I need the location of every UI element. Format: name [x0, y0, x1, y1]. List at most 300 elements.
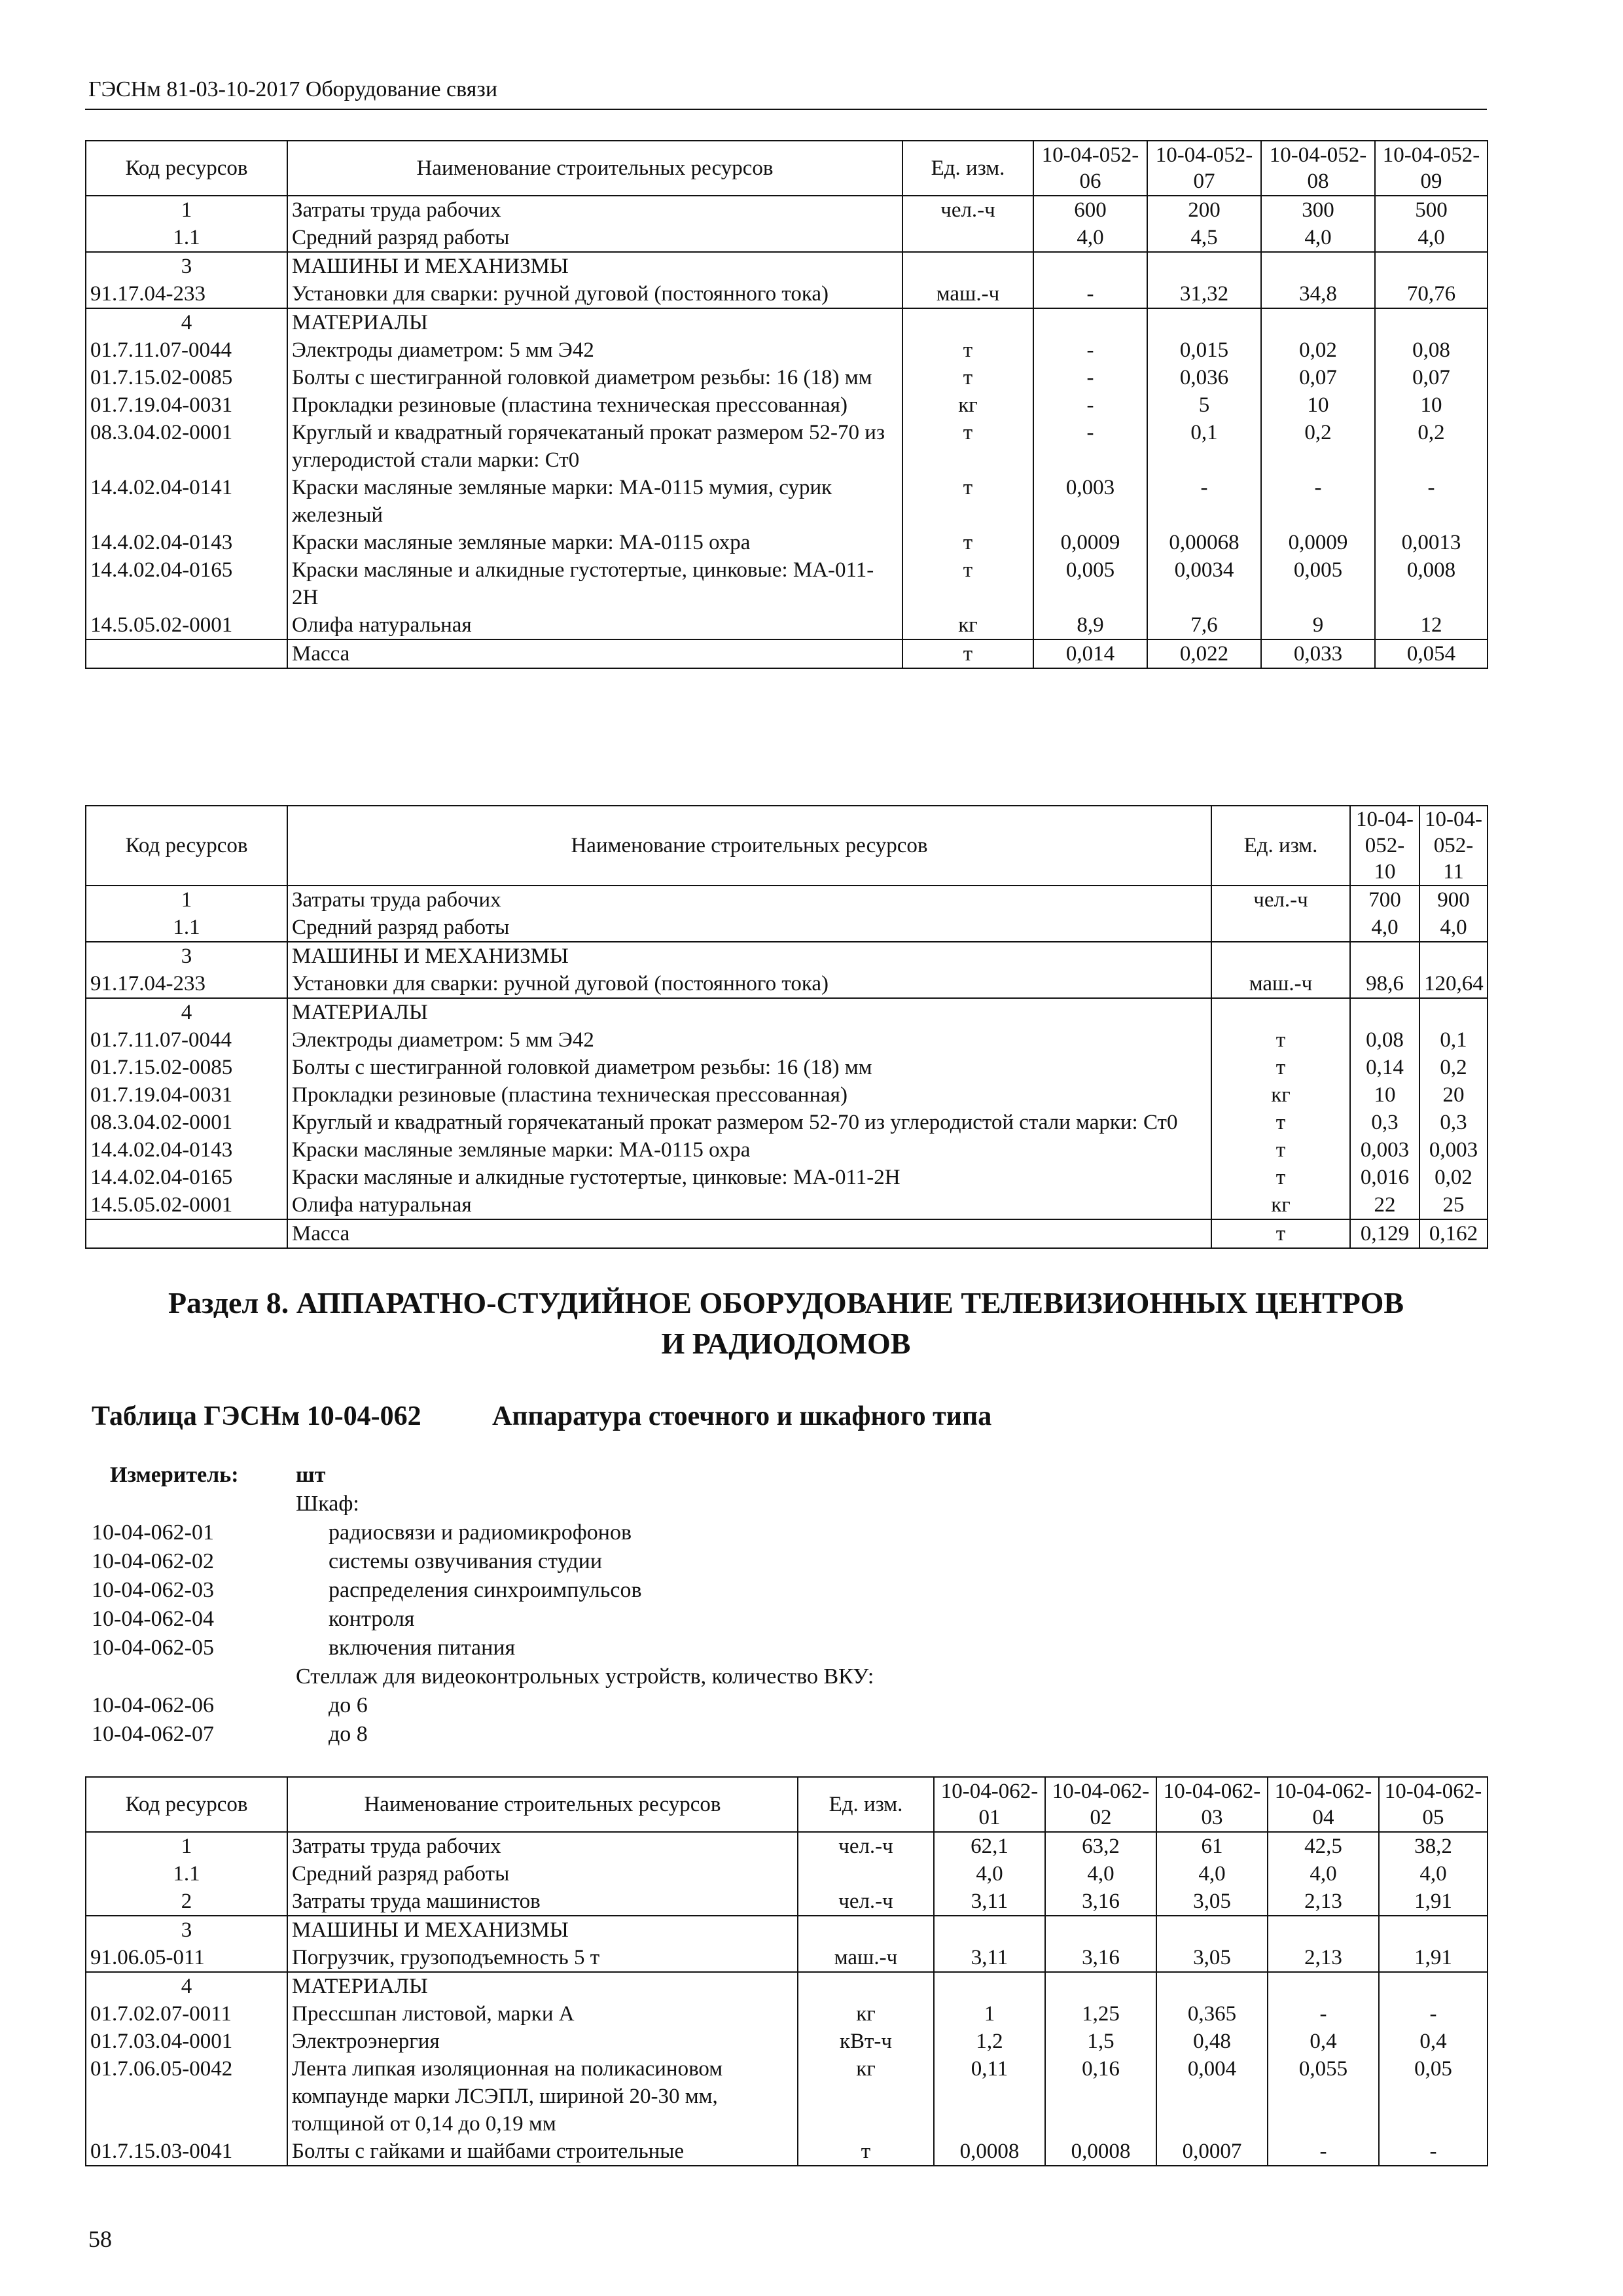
resource-code: 01.7.11.07-0044 — [86, 1026, 287, 1054]
meter-unit: шт — [296, 1463, 326, 1487]
resource-name: Средний разряд работы — [287, 1860, 798, 1888]
table-row — [86, 308, 1488, 336]
value-cell: 0,14 — [1350, 1054, 1419, 1081]
value-cell: 4,0 — [1379, 1860, 1488, 1888]
value-cell: 98,6 — [1350, 970, 1419, 998]
table-row — [86, 1888, 1488, 1916]
table-row — [86, 419, 1488, 474]
value-cell: 1,91 — [1379, 1888, 1488, 1916]
resource-name: Круглый и квадратный горячекатаный прокат размером 52-70 из углеродистой стали марки: Ст0 — [287, 419, 902, 474]
norm-code: 10-04-062-01 — [92, 1520, 214, 1545]
table-row — [86, 196, 1488, 224]
value-cell: 4,0 — [934, 1860, 1045, 1888]
resource-code: 14.4.02.04-0141 — [86, 474, 287, 529]
value-cell: 0,0009 — [1261, 529, 1375, 556]
table-number: Таблица ГЭСНм 10-04-062 — [92, 1401, 421, 1431]
table-row — [86, 639, 1488, 668]
value-cell: 22 — [1350, 1191, 1419, 1219]
value-cell: 34,8 — [1261, 280, 1375, 308]
table-row — [86, 1191, 1488, 1219]
value-cell: 3,05 — [1156, 1888, 1268, 1916]
value-cell: 10 — [1375, 391, 1488, 419]
unit-cell: т — [1211, 1219, 1350, 1248]
resource-code: 08.3.04.02-0001 — [86, 419, 287, 474]
resource-name: Установки для сварки: ручной дуговой (постоянного тока) — [287, 970, 1211, 998]
unit-cell: т — [902, 336, 1033, 364]
norm-description: до 8 — [329, 1722, 368, 1746]
value-cell: 0,16 — [1045, 2055, 1156, 2138]
value-cell: 0,129 — [1350, 1219, 1419, 1248]
unit-cell: кВт-ч — [798, 2028, 934, 2055]
table-row — [86, 2028, 1488, 2055]
column-header: 10-04-062-03 — [1156, 1777, 1268, 1832]
header-divider — [85, 109, 1487, 110]
value-cell: 900 — [1419, 886, 1488, 914]
value-cell: 4,0 — [1045, 1860, 1156, 1888]
resource-code: 3 — [86, 1916, 287, 1944]
value-cell: 0,015 — [1147, 336, 1261, 364]
table-row — [86, 886, 1488, 914]
value-cell: 0,48 — [1156, 2028, 1268, 2055]
section-title — [85, 1283, 1487, 1364]
column-header: Код ресурсов — [86, 806, 287, 886]
value-cell: 0,005 — [1261, 556, 1375, 611]
value-cell — [1379, 1916, 1488, 1944]
resource-code: 14.5.05.02-0001 — [86, 1191, 287, 1219]
unit-cell: т — [1211, 1136, 1350, 1164]
column-header: 10-04-052-07 — [1147, 141, 1261, 196]
resource-name: Средний разряд работы — [287, 914, 1211, 942]
table-row — [86, 280, 1488, 308]
norm-description: радиосвязи и радиомикрофонов — [329, 1520, 632, 1545]
value-cell: 7,6 — [1147, 611, 1261, 639]
resource-name: Электроды диаметром: 5 мм Э42 — [287, 336, 902, 364]
resource-table-052-06-09 — [85, 140, 1488, 669]
value-cell: 0,003 — [1350, 1136, 1419, 1164]
unit-cell: кг — [902, 611, 1033, 639]
table-row — [86, 1026, 1488, 1054]
unit-cell: кг — [902, 391, 1033, 419]
value-cell: - — [1379, 2000, 1488, 2028]
running-header: ГЭСНм 81-03-10-2017 Оборудование связи — [88, 77, 498, 101]
resource-name: Прокладки резиновые (пластина техническая прессованная) — [287, 391, 902, 419]
resource-code: 4 — [86, 998, 287, 1026]
value-cell: 0,0007 — [1156, 2138, 1268, 2166]
unit-cell: кг — [1211, 1081, 1350, 1109]
resource-name: Лента липкая изоляционная на поликасиновом компаунде марки ЛСЭПЛ, шириной 20-30 мм, толщиной от 0,14 до 0,19 мм — [287, 2055, 798, 2138]
value-cell: 300 — [1261, 196, 1375, 224]
table-row — [86, 1054, 1488, 1081]
column-header: Ед. изм. — [1211, 806, 1350, 886]
resource-name: Погрузчик, грузоподъемность 5 т — [287, 1944, 798, 1972]
resource-name: Болты с шестигранной головкой диаметром резьбы: 16 (18) мм — [287, 1054, 1211, 1081]
table-row — [86, 474, 1488, 529]
value-cell: 0,0008 — [934, 2138, 1045, 2166]
meter-label: Измеритель: — [110, 1463, 239, 1487]
norm-code: 10-04-062-04 — [92, 1607, 214, 1631]
value-cell: 3,11 — [934, 1944, 1045, 1972]
value-cell: - — [1268, 2000, 1379, 2028]
value-cell: 4,0 — [1350, 914, 1419, 942]
value-cell: 0,05 — [1379, 2055, 1488, 2138]
value-cell: 4,0 — [1261, 224, 1375, 252]
resource-name: Прессшпан листовой, марки А — [287, 2000, 798, 2028]
resource-name: МАШИНЫ И МЕХАНИЗМЫ — [287, 942, 1211, 970]
value-cell: 0,0034 — [1147, 556, 1261, 611]
value-cell: 3,16 — [1045, 1944, 1156, 1972]
table-row — [86, 1972, 1488, 2000]
value-cell: 1,2 — [934, 2028, 1045, 2055]
value-cell: 0,07 — [1375, 364, 1488, 391]
value-cell: 0,3 — [1350, 1109, 1419, 1136]
unit-cell — [798, 1860, 934, 1888]
value-cell: 700 — [1350, 886, 1419, 914]
value-cell — [1045, 1916, 1156, 1944]
value-cell: - — [1033, 364, 1147, 391]
value-cell: 3,05 — [1156, 1944, 1268, 1972]
resource-name: МАШИНЫ И МЕХАНИЗМЫ — [287, 1916, 798, 1944]
value-cell: 4,0 — [1375, 224, 1488, 252]
resource-table-062 — [85, 1776, 1488, 2166]
value-cell: 0,4 — [1268, 2028, 1379, 2055]
unit-cell — [798, 1972, 934, 2000]
table-row — [86, 611, 1488, 639]
resource-code: 01.7.19.04-0031 — [86, 391, 287, 419]
resource-code: 01.7.15.02-0085 — [86, 364, 287, 391]
table-row — [86, 336, 1488, 364]
unit-cell: кг — [1211, 1191, 1350, 1219]
column-header: Ед. изм. — [902, 141, 1033, 196]
table-row — [86, 1136, 1488, 1164]
value-cell: 0,3 — [1419, 1109, 1488, 1136]
table-row — [86, 970, 1488, 998]
resource-name: Затраты труда рабочих — [287, 886, 1211, 914]
resource-code: 1 — [86, 1832, 287, 1860]
value-cell: 12 — [1375, 611, 1488, 639]
table-row — [86, 942, 1488, 970]
resource-name: Круглый и квадратный горячекатаный прокат размером 52-70 из углеродистой стали марки: Ст0 — [287, 1109, 1211, 1136]
resource-code: 4 — [86, 308, 287, 336]
resource-table-052-10-11 — [85, 805, 1488, 1249]
table-row — [86, 1109, 1488, 1136]
unit-cell: т — [902, 419, 1033, 474]
value-cell: 600 — [1033, 196, 1147, 224]
value-cell — [1033, 252, 1147, 280]
value-cell: 0,016 — [1350, 1164, 1419, 1191]
column-header: Код ресурсов — [86, 1777, 287, 1832]
unit-cell: т — [902, 529, 1033, 556]
resource-code: 2 — [86, 1888, 287, 1916]
norm-code: 10-04-062-05 — [92, 1636, 214, 1660]
resource-code: 1 — [86, 196, 287, 224]
table-row — [86, 364, 1488, 391]
value-cell: 120,64 — [1419, 970, 1488, 998]
column-header: 10-04-052-09 — [1375, 141, 1488, 196]
column-header: 10-04-052-08 — [1261, 141, 1375, 196]
resource-code: 01.7.11.07-0044 — [86, 336, 287, 364]
value-cell: 5 — [1147, 391, 1261, 419]
table-title: Аппаратура стоечного и шкафного типа — [492, 1401, 992, 1431]
value-cell: 20 — [1419, 1081, 1488, 1109]
value-cell — [1147, 308, 1261, 336]
value-cell: 4,0 — [1419, 914, 1488, 942]
resource-name: МАТЕРИАЛЫ — [287, 1972, 798, 2000]
value-cell: 0,004 — [1156, 2055, 1268, 2138]
unit-cell: маш.-ч — [1211, 970, 1350, 998]
norm-code: 10-04-062-07 — [92, 1722, 214, 1746]
value-cell: 42,5 — [1268, 1832, 1379, 1860]
value-cell: 10 — [1350, 1081, 1419, 1109]
resource-name: Краски масляные и алкидные густотертые, цинковые: МА-011-2Н — [287, 1164, 1211, 1191]
section-title-line: Раздел 8. АППАРАТНО-СТУДИЙНОЕ ОБОРУДОВАНИЕ ТЕЛЕВИЗИОННЫХ ЦЕНТРОВ — [168, 1286, 1404, 1319]
value-cell: 2,13 — [1268, 1944, 1379, 1972]
value-cell: 0,003 — [1033, 474, 1147, 529]
value-cell: - — [1379, 2138, 1488, 2166]
resource-name: Затраты труда рабочих — [287, 196, 902, 224]
unit-cell — [798, 1916, 934, 1944]
column-header: Код ресурсов — [86, 141, 287, 196]
table-row — [86, 1219, 1488, 1248]
resource-name: Средний разряд работы — [287, 224, 902, 252]
value-cell — [1350, 998, 1419, 1026]
page-number: 58 — [88, 2226, 112, 2252]
resource-name: Электроэнергия — [287, 2028, 798, 2055]
resource-code: 14.4.02.04-0143 — [86, 1136, 287, 1164]
table-row — [86, 1832, 1488, 1860]
unit-cell — [1211, 942, 1350, 970]
value-cell: 0,0008 — [1045, 2138, 1156, 2166]
table-caption — [92, 1401, 992, 1432]
value-cell — [1156, 1972, 1268, 2000]
value-cell: 0,08 — [1350, 1026, 1419, 1054]
value-cell: 0,036 — [1147, 364, 1261, 391]
value-cell: 0,365 — [1156, 2000, 1268, 2028]
unit-cell: т — [902, 556, 1033, 611]
value-cell: 0,0009 — [1033, 529, 1147, 556]
value-cell: 0,005 — [1033, 556, 1147, 611]
column-header: 10-04-052-06 — [1033, 141, 1147, 196]
column-header: 10-04-062-02 — [1045, 1777, 1156, 1832]
unit-cell — [902, 308, 1033, 336]
value-cell: 31,32 — [1147, 280, 1261, 308]
value-cell: 1 — [934, 2000, 1045, 2028]
value-cell: 0,08 — [1375, 336, 1488, 364]
norm-description: распределения синхроимпульсов — [329, 1578, 642, 1602]
value-cell: 10 — [1261, 391, 1375, 419]
value-cell: 3,16 — [1045, 1888, 1156, 1916]
unit-cell — [902, 252, 1033, 280]
resource-code: 01.7.03.04-0001 — [86, 2028, 287, 2055]
table-row — [86, 529, 1488, 556]
value-cell: 0,00068 — [1147, 529, 1261, 556]
column-header: 10-04-052-10 — [1350, 806, 1419, 886]
value-cell: 0,162 — [1419, 1219, 1488, 1248]
norm-description: до 6 — [329, 1693, 368, 1717]
norm-code: 10-04-062-06 — [92, 1693, 214, 1717]
value-cell: 9 — [1261, 611, 1375, 639]
column-header: Наименование строительных ресурсов — [287, 1777, 798, 1832]
table-row — [86, 1860, 1488, 1888]
resource-name: МАТЕРИАЛЫ — [287, 998, 1211, 1026]
unit-cell — [902, 224, 1033, 252]
column-header: 10-04-052-11 — [1419, 806, 1488, 886]
value-cell — [1419, 998, 1488, 1026]
value-cell: 0,2 — [1419, 1054, 1488, 1081]
value-cell: - — [1033, 280, 1147, 308]
resource-code — [86, 1219, 287, 1248]
unit-cell: маш.-ч — [902, 280, 1033, 308]
value-cell: 1,25 — [1045, 2000, 1156, 2028]
resource-code: 3 — [86, 942, 287, 970]
value-cell: 500 — [1375, 196, 1488, 224]
section-title-line: И РАДИОДОМОВ — [661, 1327, 911, 1360]
norm-description: системы озвучивания студии — [329, 1549, 603, 1573]
unit-cell: т — [902, 639, 1033, 668]
resource-code: 1.1 — [86, 1860, 287, 1888]
value-cell: - — [1268, 2138, 1379, 2166]
value-cell: 62,1 — [934, 1832, 1045, 1860]
value-cell: 1,5 — [1045, 2028, 1156, 2055]
value-cell: - — [1033, 391, 1147, 419]
resource-code: 08.3.04.02-0001 — [86, 1109, 287, 1136]
resource-code: 14.5.05.02-0001 — [86, 611, 287, 639]
unit-cell: т — [798, 2138, 934, 2166]
resource-name: Затраты труда рабочих — [287, 1832, 798, 1860]
column-header: Ед. изм. — [798, 1777, 934, 1832]
value-cell: 200 — [1147, 196, 1261, 224]
table-row — [86, 1164, 1488, 1191]
resource-name: Краски масляные земляные марки: МА-0115 мумия, сурик железный — [287, 474, 902, 529]
value-cell: - — [1033, 419, 1147, 474]
value-cell: 63,2 — [1045, 1832, 1156, 1860]
table-row — [86, 914, 1488, 942]
resource-code: 3 — [86, 252, 287, 280]
value-cell: 4,0 — [1033, 224, 1147, 252]
unit-cell: чел.-ч — [798, 1888, 934, 1916]
norm-description: контроля — [329, 1607, 415, 1631]
table-row — [86, 1916, 1488, 1944]
resource-code: 01.7.15.02-0085 — [86, 1054, 287, 1081]
value-cell: 0,11 — [934, 2055, 1045, 2138]
value-cell: 0,054 — [1375, 639, 1488, 668]
table-row — [86, 391, 1488, 419]
value-cell: 38,2 — [1379, 1832, 1488, 1860]
resource-code: 01.7.19.04-0031 — [86, 1081, 287, 1109]
unit-cell: т — [1211, 1164, 1350, 1191]
resource-code: 1 — [86, 886, 287, 914]
value-cell: 4,0 — [1156, 1860, 1268, 1888]
resource-name: Олифа натуральная — [287, 611, 902, 639]
resource-code: 91.17.04-233 — [86, 970, 287, 998]
value-cell: - — [1147, 474, 1261, 529]
meter-group-label: Шкаф: — [296, 1492, 359, 1516]
value-cell — [1375, 252, 1488, 280]
value-cell: 0,2 — [1261, 419, 1375, 474]
value-cell: 0,07 — [1261, 364, 1375, 391]
resource-code — [86, 639, 287, 668]
resource-name: Олифа натуральная — [287, 1191, 1211, 1219]
resource-name: Болты с шестигранной головкой диаметром резьбы: 16 (18) мм — [287, 364, 902, 391]
value-cell: 0,055 — [1268, 2055, 1379, 2138]
resource-code: 1.1 — [86, 224, 287, 252]
value-cell — [1147, 252, 1261, 280]
value-cell — [934, 1916, 1045, 1944]
table-row — [86, 2000, 1488, 2028]
value-cell: 0,02 — [1261, 336, 1375, 364]
resource-name: МАШИНЫ И МЕХАНИЗМЫ — [287, 252, 902, 280]
unit-cell — [1211, 914, 1350, 942]
resource-code: 4 — [86, 1972, 287, 2000]
value-cell: - — [1375, 474, 1488, 529]
value-cell: 70,76 — [1375, 280, 1488, 308]
table-row — [86, 2055, 1488, 2138]
value-cell: 0,008 — [1375, 556, 1488, 611]
column-header: Наименование строительных ресурсов — [287, 806, 1211, 886]
resource-code: 1.1 — [86, 914, 287, 942]
resource-name: Масса — [287, 639, 902, 668]
resource-name: Прокладки резиновые (пластина техническая прессованная) — [287, 1081, 1211, 1109]
value-cell — [1419, 942, 1488, 970]
value-cell — [1156, 1916, 1268, 1944]
unit-cell: кг — [798, 2000, 934, 2028]
unit-cell: чел.-ч — [1211, 886, 1350, 914]
resource-name: Краски масляные земляные марки: МА-0115 охра — [287, 1136, 1211, 1164]
table-row — [86, 2138, 1488, 2166]
value-cell: 61 — [1156, 1832, 1268, 1860]
unit-cell: т — [902, 364, 1033, 391]
norm-code: 10-04-062-02 — [92, 1549, 214, 1573]
value-cell: 0,1 — [1147, 419, 1261, 474]
value-cell: 0,02 — [1419, 1164, 1488, 1191]
unit-cell: т — [1211, 1054, 1350, 1081]
table-row — [86, 1944, 1488, 1972]
norm-description: включения питания — [329, 1636, 516, 1660]
resource-name: Краски масляные земляные марки: МА-0115 охра — [287, 529, 902, 556]
resource-code: 14.4.02.04-0143 — [86, 529, 287, 556]
value-cell: 25 — [1419, 1191, 1488, 1219]
resource-code: 14.4.02.04-0165 — [86, 556, 287, 611]
resource-name: Краски масляные и алкидные густотертые, цинковые: МА-011-2Н — [287, 556, 902, 611]
resource-name: Электроды диаметром: 5 мм Э42 — [287, 1026, 1211, 1054]
value-cell: 3,11 — [934, 1888, 1045, 1916]
resource-name: Установки для сварки: ручной дуговой (постоянного тока) — [287, 280, 902, 308]
resource-name: Болты с гайками и шайбами строительные — [287, 2138, 798, 2166]
resource-code: 01.7.06.05-0042 — [86, 2055, 287, 2138]
resource-code: 91.17.04-233 — [86, 280, 287, 308]
value-cell — [1268, 1916, 1379, 1944]
resource-code: 01.7.02.07-0011 — [86, 2000, 287, 2028]
value-cell — [934, 1972, 1045, 2000]
column-header: 10-04-062-05 — [1379, 1777, 1488, 1832]
value-cell: 1,91 — [1379, 1944, 1488, 1972]
resource-code: 14.4.02.04-0165 — [86, 1164, 287, 1191]
column-header: Наименование строительных ресурсов — [287, 141, 902, 196]
value-cell — [1350, 942, 1419, 970]
value-cell: 0,033 — [1261, 639, 1375, 668]
value-cell — [1261, 308, 1375, 336]
table-row — [86, 1081, 1488, 1109]
value-cell — [1045, 1972, 1156, 2000]
norm-code: 10-04-062-03 — [92, 1578, 214, 1602]
unit-cell: кг — [798, 2055, 934, 2138]
resource-code: 01.7.15.03-0041 — [86, 2138, 287, 2166]
unit-cell: т — [1211, 1109, 1350, 1136]
resource-name: Затраты труда машинистов — [287, 1888, 798, 1916]
unit-cell: чел.-ч — [798, 1832, 934, 1860]
value-cell: 0,1 — [1419, 1026, 1488, 1054]
value-cell: 2,13 — [1268, 1888, 1379, 1916]
unit-cell: чел.-ч — [902, 196, 1033, 224]
